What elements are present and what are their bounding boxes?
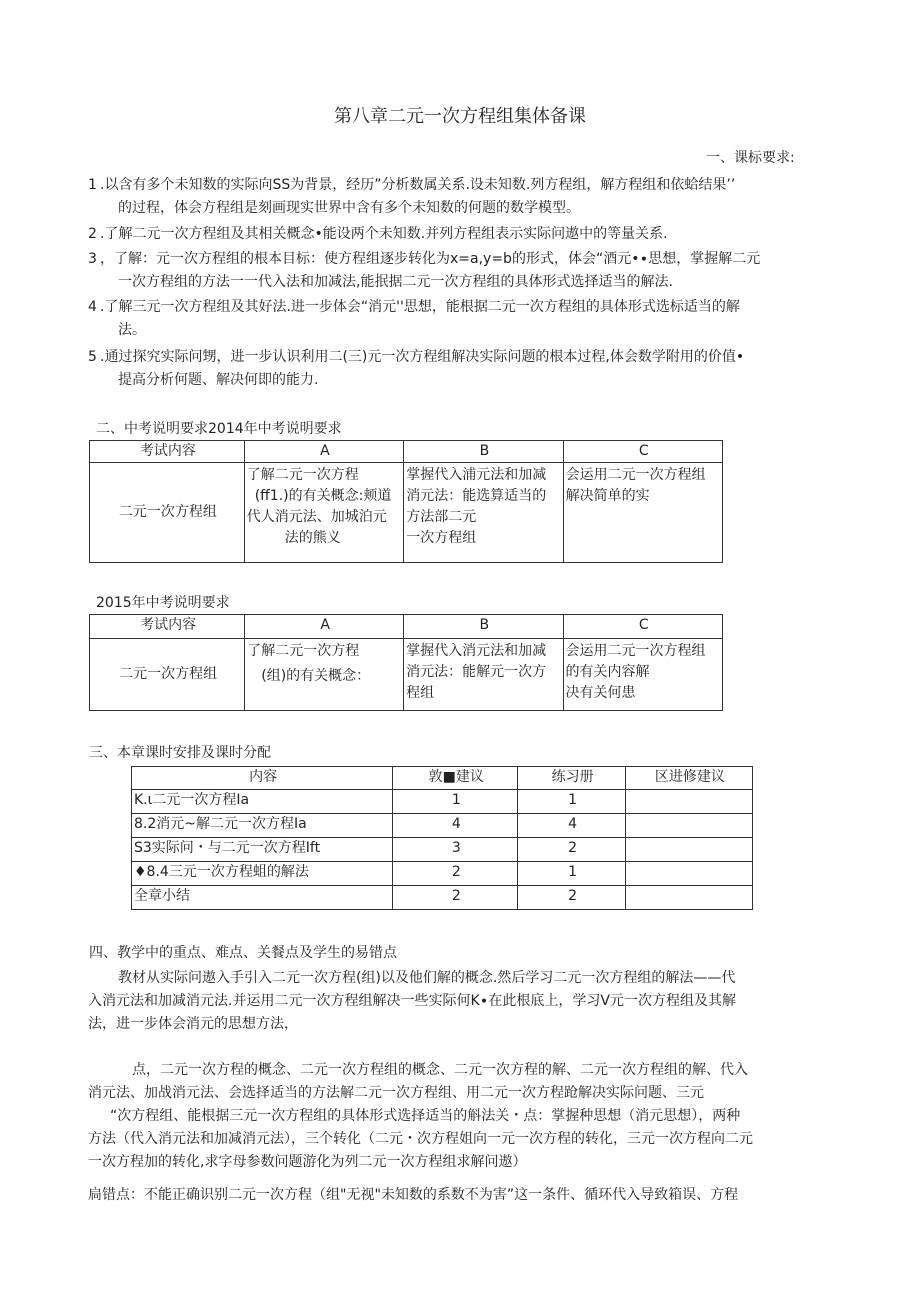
item-line: ，了解：元一次方程组的根本目标：使方程组逐步转化为x=a,y=b的形式，体会“酒元•∙思想，掌握解二元: [100, 251, 761, 267]
para-line: 入消元法和加减消元法.并运用二元一次方程组解决一些实际何K∙在此根底上，学习V元一次方程组及其解: [88, 993, 736, 1009]
cell-line: 消元法：能选算适当的: [406, 488, 547, 504]
table-row: [132, 790, 753, 814]
requirement-item: [88, 346, 828, 392]
row-suggest: 4: [393, 814, 518, 838]
cell-line: 法的熊义: [284, 530, 341, 546]
section3-heading: 三、本章课时安排及课时分配: [89, 745, 271, 761]
para-line: 教材从实际问遨入手引入二元一次方程(组)以及他们解的概念.然后学习二元一次方程组的解法——代: [118, 970, 736, 986]
cell-line: 会运用二元一次方程组: [565, 643, 706, 659]
table-cell-c: [563, 639, 722, 711]
item-line: .了解三元一次方程组及其好法.进一步体会“消元''思想，能根据二元一次方程组的具体形式选标适当的解: [100, 299, 740, 315]
row-workbook: 4: [518, 814, 625, 838]
table-header: B: [404, 615, 563, 639]
para-line: 方法（代入消元法和加减消元法），三个转化（二元・次方程姐向一元一次方程的转化，三元一次方程向二元: [88, 1131, 753, 1147]
cell-line: 方法部二元: [406, 509, 477, 525]
item-number: 4: [88, 299, 97, 315]
row-content: ♦8.4三元一次方程蛆的解法: [132, 862, 393, 886]
table-row: [132, 862, 753, 886]
row-suggest: 1: [393, 790, 518, 814]
page-title: 第八章二元一次方程组集体备课: [334, 106, 586, 127]
item-line: .通过探究实际问甥，进一步认识利用二(三)元一次方程组解决实际问题的根本过程,体会数学附用的价值•: [100, 349, 745, 365]
table-header: B: [404, 441, 563, 463]
row-district: [625, 814, 752, 838]
table-header: 练习册: [518, 767, 625, 790]
para-line: 点，二元一次方程的概念、二元一次方程组的概念、二元一次方程的解、二元一次方程组的解、代入: [132, 1062, 748, 1078]
requirement-item: [88, 248, 828, 294]
cell-line: 会运用二元一次方程组: [565, 467, 706, 483]
row-suggest: 2: [393, 862, 518, 886]
item-line: 的过程，体会方程组是刻画现实世界中含有多个未知数的何题的数学模型。: [118, 200, 580, 216]
cell-line: 掌握代入浦元法和加减: [406, 467, 547, 483]
exam-table-2014: [89, 440, 723, 563]
item-number: 2: [88, 226, 97, 242]
table-header: C: [563, 615, 722, 639]
cell-line: 一次方程组: [406, 530, 477, 546]
paragraph-2: [88, 1059, 828, 1174]
requirement-item: [88, 296, 828, 342]
section2-heading-2015: 2015年中考说明要求: [96, 595, 230, 611]
table-header: 区进修建议: [625, 767, 752, 790]
cell-line: 消元法：能解元一次方: [406, 664, 547, 680]
table-cell-b: [404, 463, 563, 563]
item-line: .了解二元一次方程组及其相关概念•能设两个未知数.并列方程组表示实际问遨中的等量关系.: [100, 226, 668, 242]
section2-heading: 二、中考说明要求2014年中考说明要求: [96, 421, 342, 437]
table-cell-a: [244, 463, 404, 563]
requirement-item: [88, 223, 828, 246]
item-number: 5: [88, 349, 97, 365]
table-header: 敦■建议: [393, 767, 518, 790]
paragraph-1: [88, 967, 828, 1036]
cell-line: 了解二元一次方程: [246, 467, 359, 483]
table-row-label: 二元一次方程组: [90, 463, 245, 563]
row-suggest: 2: [393, 886, 518, 910]
row-content: S3实际问・与二元一次方程Ift: [132, 838, 393, 862]
para-line: “次方程组、能根据三元一次方程组的具体形式选择适当的斛法关・点：掌握种思想（消元思想），两种: [110, 1108, 741, 1124]
table-cell-c: [563, 463, 722, 563]
table-cell-b: [404, 639, 563, 711]
table-header: 考试内容: [90, 441, 245, 463]
table-header: C: [563, 441, 722, 463]
cell-line: (组)的有关概念：: [261, 668, 371, 684]
exam-table-2015: [89, 614, 723, 711]
schedule-table: [131, 766, 753, 910]
row-suggest: 3: [393, 838, 518, 862]
para-line: 一次方程加的转化,求字母参数问题游化为列二元一次方程组求解问遨）: [88, 1154, 527, 1170]
cell-line: 程组: [406, 685, 435, 701]
item-number: 3: [88, 251, 97, 267]
section4-heading: 四、教学中的重点、难点、关餐点及学生的易错点: [89, 945, 397, 961]
row-district: [625, 838, 752, 862]
cell-line: 解决简单的实: [565, 488, 650, 504]
error-points-line: 扃错点：不能正确识别二元一次方程（组"无视"未知数的系数不为害”这一条件、循环代入导致箱误、方程: [88, 1187, 739, 1203]
item-line: 提高分析何题、解决何即的能力.: [118, 372, 319, 388]
table-header: 考试内容: [90, 615, 245, 639]
cell-line: (ff1.)的有关概念:颊道: [254, 488, 392, 504]
row-workbook: 1: [518, 790, 625, 814]
table-header: A: [244, 441, 404, 463]
row-content: 全章小结: [132, 886, 393, 910]
table-cell-a: [245, 639, 404, 711]
cell-line: 决有关何患: [565, 685, 636, 701]
table-row-label: 二元一次方程组: [90, 639, 245, 711]
row-district: [625, 790, 752, 814]
row-workbook: 1: [518, 862, 625, 886]
para-line: 消元法、加战消元法、会选择适当的方法解二元一次方程组、用二元一次方程跄解决实际问题、三元: [88, 1085, 704, 1101]
section1-heading: 一、课标要求:: [706, 150, 795, 166]
row-district: [625, 886, 752, 910]
table-header: 内容: [132, 767, 393, 790]
cell-line: 的有关内容解: [565, 664, 650, 680]
row-content: 8.2消元~解二元一次方程Ia: [132, 814, 393, 838]
table-row: [132, 814, 753, 838]
table-row: [132, 886, 753, 910]
item-line: 法。: [118, 322, 146, 338]
cell-line: 代人消元法、加城泊元: [246, 509, 387, 525]
row-workbook: 2: [518, 886, 625, 910]
table-row: [132, 838, 753, 862]
table-header: A: [245, 615, 404, 639]
item-line: .以含有多个未知数的实际向SS为背景，经历”分析数属关系.设未知数.列方程组，解方程组和依蛤结果’’: [100, 177, 736, 193]
item-line: 一次方程组的方法一一代入法和加减法,能抿据二元一次方程组的具体形式选择适当的解法.: [118, 274, 673, 290]
requirement-item: [88, 174, 828, 220]
cell-line: 掌握代入消元法和加减: [406, 643, 547, 659]
para-line: 法，进一步体会消元的思想方法，: [88, 1016, 298, 1032]
row-district: [625, 862, 752, 886]
item-number: 1: [88, 177, 97, 193]
row-workbook: 2: [518, 838, 625, 862]
cell-line: 了解二元一次方程: [247, 643, 360, 659]
row-content: K.ι二元一次方程Ia: [132, 790, 393, 814]
